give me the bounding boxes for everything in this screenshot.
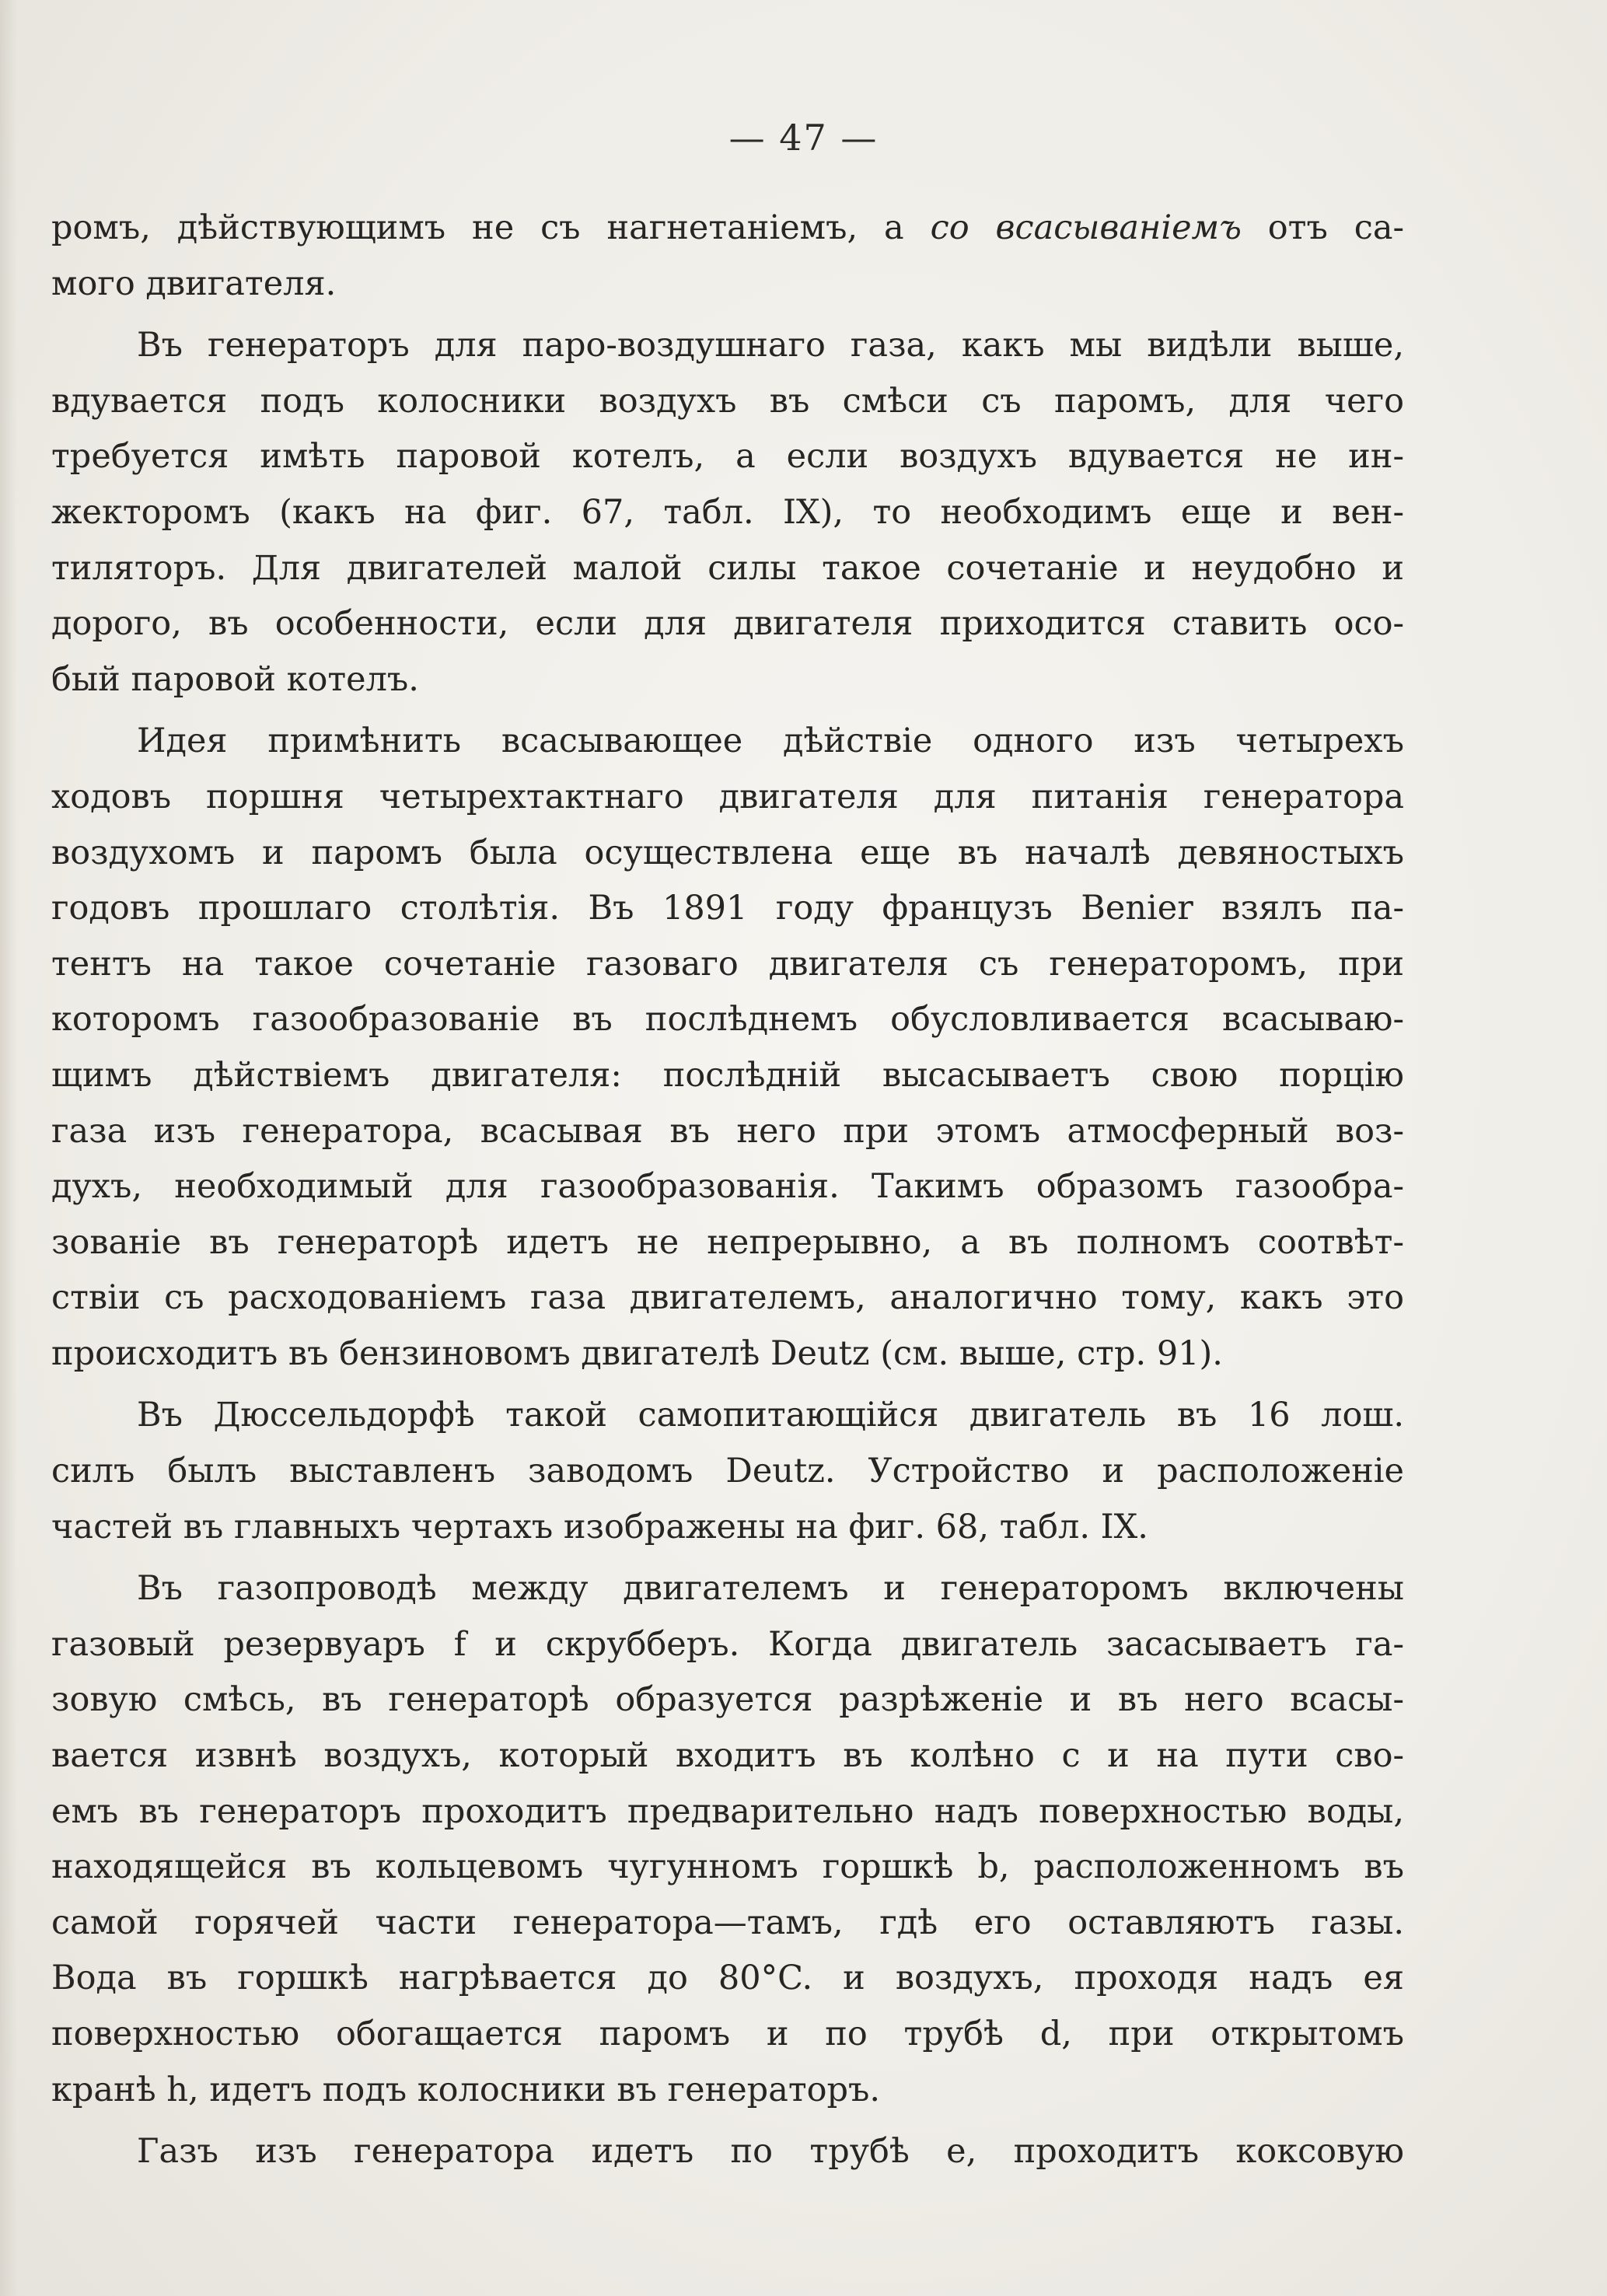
text-line: газа изъ генератора, всасывая въ него при этомъ атмосферный воз- (51, 1111, 1404, 1151)
text-line: ходовъ поршня четырехтактнаго двигателя для питанія генератора (51, 777, 1404, 816)
page-edge-shadow (0, 0, 17, 2296)
text-line: зовую смѣсь, въ генераторѣ образуется разрѣженіе и въ него всасы- (51, 1680, 1404, 1720)
text-line: дорого, въ особенности, если для двигателя приходится ставить осо- (51, 604, 1404, 644)
text-line: силъ былъ выставленъ заводомъ Deutz. Устройство и расположеніе (51, 1452, 1404, 1491)
text-line: Въ Дюссельдорфѣ такой самопитающійся двигатель въ 16 лош. (137, 1396, 1404, 1435)
text-line: требуется имѣть паровой котелъ, а если воздухъ вдувается не ин- (51, 437, 1404, 477)
text-line: которомъ газообразованіе въ послѣднемъ обусловливается всасываю- (51, 1000, 1404, 1040)
text-line: кранѣ h, идетъ подъ колосники въ генераторъ. (51, 2070, 881, 2109)
text-line: годовъ прошлаго столѣтія. Въ 1891 году французъ Benier взялъ па- (51, 889, 1404, 928)
text-line: происходитъ въ бензиновомъ двигателѣ Deutz (см. выше, стр. 91). (51, 1333, 1223, 1373)
paragraph (51, 714, 1404, 1382)
text-line: частей въ главныхъ чертахъ изображены на фиг. 68, табл. IX. (51, 1507, 1148, 1546)
text-line: поверхностью обогащается паромъ и по трубѣ d, при открытомъ (51, 2015, 1404, 2053)
text-line: емъ въ генераторъ проходитъ предварительно надъ поверхностью воды, (51, 1791, 1404, 1831)
text-line: находящейся въ кольцевомъ чугунномъ горшкѣ b, расположенномъ въ (51, 1847, 1404, 1887)
text-line: Въ газопроводѣ между двигателемъ и генераторомъ включены (137, 1569, 1404, 1609)
text-line: Въ генераторъ для паро-воздушнаго газа, какъ мы видѣли выше, (137, 326, 1404, 365)
paragraph (51, 318, 1404, 708)
text-line: вдувается подъ колосники воздухъ въ смѣси съ паромъ, для чего (51, 381, 1404, 421)
paragraph (51, 201, 1404, 312)
text-line: Газъ изъ генератора идетъ по трубѣ е, проходитъ коксовую (137, 2132, 1404, 2172)
emphasized-text: со всасываніемъ (930, 208, 1242, 247)
page-number: — 47 — (728, 117, 879, 159)
text-line: вается извнѣ воздухъ, который входитъ въ колѣно с и на пути сво- (51, 1736, 1404, 1776)
paragraph (51, 1388, 1404, 1555)
text-line: Идея примѣнить всасывающее дѣйствіе одного изъ четырехъ (137, 722, 1404, 761)
text-line: тиляторъ. Для двигателей малой силы такое сочетаніе и неудобно и (51, 548, 1404, 588)
text-line: духъ, необходимый для газообразованія. Такимъ образомъ газообра- (51, 1167, 1404, 1207)
text-line: бый паровой котелъ. (51, 659, 419, 699)
text-line: тентъ на такое сочетаніе газоваго двигателя съ генераторомъ, при (51, 944, 1404, 984)
text-line: самой горячей части генератора—тамъ, гдѣ его оставляютъ газы. (51, 1903, 1404, 1942)
text-line: воздухомъ и паромъ была осуществлена еще въ началѣ девяностыхъ (51, 833, 1404, 872)
text-line: жекторомъ (какъ на фиг. 67, табл. IX), то необходимъ еще и вен- (51, 492, 1404, 532)
text-line: Вода въ горшкѣ нагрѣвается до 80°C. и воздухъ, проходя надъ ея (51, 1959, 1404, 1998)
text-line: ромъ, дѣйствующимъ не съ нагнетаніемъ, а со всасываніемъ отъ са- (51, 208, 1404, 247)
paragraph (51, 2124, 1404, 2180)
text-line: мого двигателя. (51, 264, 337, 303)
body-text (51, 201, 1404, 2180)
text-line: зованіе въ генераторѣ идетъ не непрерывно, а въ полномъ соотвѣт- (51, 1222, 1404, 1262)
text-line: ствіи съ расходованіемъ газа двигателемъ, аналогично тому, какъ это (51, 1278, 1404, 1318)
text-line: газовый резервуаръ f и скрубберъ. Когда двигатель засасываетъ га- (51, 1624, 1404, 1664)
paragraph (51, 1561, 1404, 2118)
text-line: щимъ дѣйствіемъ двигателя: послѣдній высасываетъ свою порцію (51, 1055, 1404, 1095)
